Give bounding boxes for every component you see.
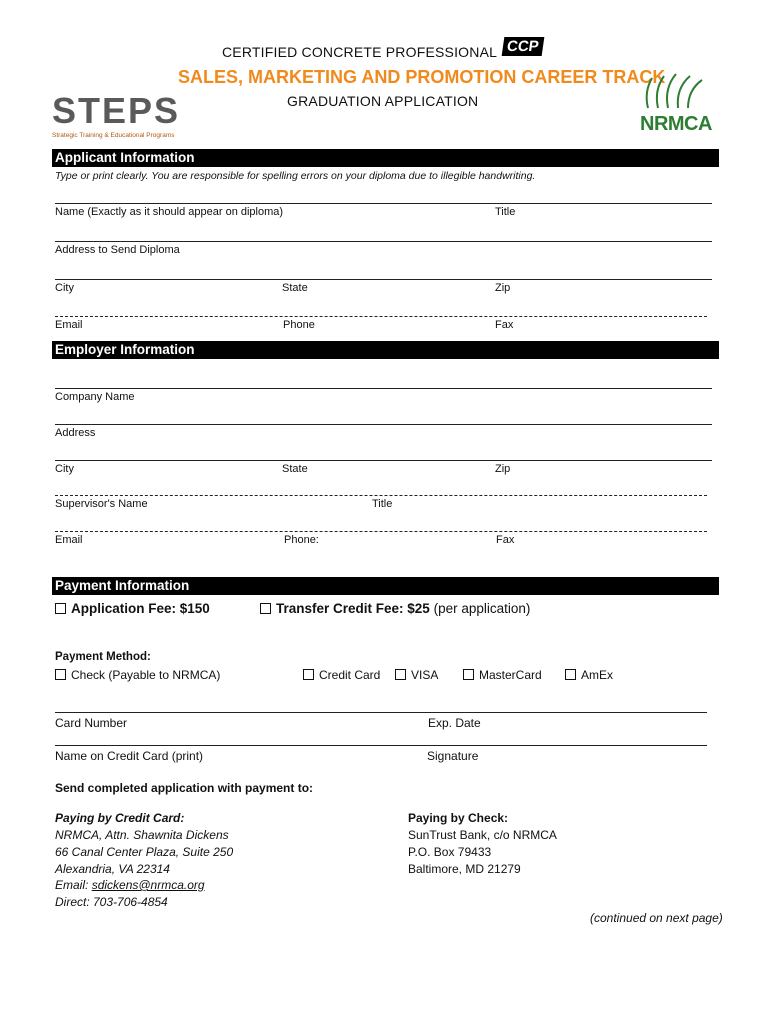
exp-date-label: Exp. Date bbox=[428, 716, 481, 730]
phone-label: Phone bbox=[283, 319, 315, 331]
city-label: City bbox=[55, 282, 74, 294]
check-address-line-2: P.O. Box 79433 bbox=[408, 845, 492, 859]
credit-card-address-line-1: NRMCA, Attn. Shawnita Dickens bbox=[55, 828, 229, 842]
mastercard-checkbox[interactable] bbox=[463, 669, 474, 680]
credit-card-option-label: Credit Card bbox=[319, 668, 381, 682]
applicant-instructions-text: Type or print clearly. You are responsible for spelling errors on your diploma due to illegible handwriting. bbox=[55, 170, 536, 182]
check-address-heading: Paying by Check: bbox=[408, 811, 509, 825]
transfer-fee-note: (per application) bbox=[433, 601, 531, 616]
transfer-fee-option[interactable] bbox=[260, 601, 530, 616]
check-option-label: Check (Payable to NRMCA) bbox=[71, 668, 221, 682]
transfer-fee-checkbox[interactable] bbox=[260, 603, 271, 614]
transfer-fee-label: Transfer Credit Fee: $25 bbox=[276, 601, 430, 616]
visa-checkbox[interactable] bbox=[395, 669, 406, 680]
address-label: Address to Send Diploma bbox=[55, 244, 180, 256]
address-line[interactable] bbox=[55, 241, 712, 242]
fax-label: Fax bbox=[495, 319, 514, 331]
credit-card-email-link[interactable]: sdickens@nrmca.org bbox=[91, 878, 205, 892]
state-label: State bbox=[282, 282, 308, 294]
steps-logo-text: STEPS bbox=[52, 90, 181, 131]
visa-option[interactable] bbox=[395, 668, 438, 682]
application-fee-label: Application Fee: $150 bbox=[71, 601, 210, 616]
amex-option[interactable] bbox=[565, 668, 613, 682]
employer-state-label: State bbox=[282, 463, 308, 475]
visa-option-label: VISA bbox=[411, 668, 439, 682]
credit-card-direct-phone: Direct: 703-706-4854 bbox=[55, 895, 168, 909]
email-phone-fax-line[interactable] bbox=[55, 316, 707, 317]
name-on-card-label: Name on Credit Card (print) bbox=[55, 749, 204, 763]
credit-card-email-prefix: Email: bbox=[55, 878, 92, 892]
payment-section-title: Payment Information bbox=[55, 578, 190, 593]
amex-checkbox[interactable] bbox=[565, 669, 576, 680]
header-line-2-text: SALES, MARKETING AND PROMOTION CAREER TRACK bbox=[178, 67, 666, 87]
application-fee-option[interactable] bbox=[55, 601, 210, 616]
employer-fax-label: Fax bbox=[496, 534, 515, 546]
check-option[interactable] bbox=[55, 668, 220, 682]
check-checkbox[interactable] bbox=[55, 669, 66, 680]
applicant-title-label: Title bbox=[495, 206, 516, 218]
header-line-1-text: CERTIFIED CONCRETE PROFESSIONAL bbox=[222, 44, 498, 60]
mastercard-option[interactable] bbox=[463, 668, 542, 682]
send-to-heading: Send completed application with payment to: bbox=[55, 781, 314, 795]
credit-card-option[interactable] bbox=[303, 668, 380, 682]
applicant-section-title: Applicant Information bbox=[55, 150, 195, 165]
ccp-badge-text: CCP bbox=[505, 38, 540, 55]
header-line-3 bbox=[287, 93, 478, 109]
company-label: Company Name bbox=[55, 391, 135, 403]
credit-card-email bbox=[55, 878, 205, 892]
header-line-1 bbox=[222, 44, 497, 60]
nrmca-arcs-icon bbox=[640, 70, 720, 110]
header-line-2 bbox=[178, 67, 665, 88]
credit-card-address-heading: Paying by Credit Card: bbox=[55, 811, 185, 825]
applicant-section-bar bbox=[52, 149, 719, 167]
card-number-label: Card Number bbox=[55, 716, 128, 730]
employer-address-label: Address bbox=[55, 427, 96, 439]
nrmca-logo-text: NRMCA bbox=[640, 113, 712, 135]
continued-note: (continued on next page) bbox=[590, 911, 723, 925]
application-fee-checkbox[interactable] bbox=[55, 603, 66, 614]
employer-phone-label: Phone: bbox=[284, 534, 319, 546]
employer-section-bar bbox=[52, 341, 719, 359]
payment-section-bar bbox=[52, 577, 719, 595]
city-state-zip-line[interactable] bbox=[55, 279, 712, 280]
nrmca-logo bbox=[640, 70, 720, 136]
steps-logo bbox=[52, 92, 180, 139]
credit-card-checkbox[interactable] bbox=[303, 669, 314, 680]
supervisor-label: Supervisor's Name bbox=[55, 498, 148, 510]
employer-zip-label: Zip bbox=[495, 463, 511, 475]
applicant-instructions bbox=[55, 170, 535, 182]
check-address-line-1: SunTrust Bank, c/o NRMCA bbox=[408, 828, 557, 842]
employer-email-label: Email bbox=[55, 534, 83, 546]
name-label: Name (Exactly as it should appear on diploma) bbox=[55, 206, 284, 218]
card-number-line[interactable] bbox=[55, 712, 707, 713]
employer-section-title: Employer Information bbox=[55, 342, 195, 357]
zip-label: Zip bbox=[495, 282, 511, 294]
mastercard-option-label: MasterCard bbox=[479, 668, 542, 682]
steps-tagline: Strategic Training & Educational Programs bbox=[52, 132, 175, 139]
amex-option-label: AmEx bbox=[581, 668, 614, 682]
employer-address-line[interactable] bbox=[55, 424, 712, 425]
name-on-card-line[interactable] bbox=[55, 745, 707, 746]
employer-city-line[interactable] bbox=[55, 460, 712, 461]
check-address-line-3: Baltimore, MD 21279 bbox=[408, 862, 521, 876]
payment-method-label: Payment Method: bbox=[55, 651, 151, 663]
header-line-3-text: GRADUATION APPLICATION bbox=[287, 93, 479, 109]
supervisor-line[interactable] bbox=[55, 495, 707, 496]
supervisor-title-label: Title bbox=[372, 498, 393, 510]
email-label: Email bbox=[55, 319, 83, 331]
company-line[interactable] bbox=[55, 388, 712, 389]
name-line[interactable] bbox=[55, 203, 712, 204]
credit-card-address-line-3: Alexandria, VA 22314 bbox=[55, 862, 170, 876]
ccp-badge bbox=[502, 37, 544, 56]
employer-email-line[interactable] bbox=[55, 531, 707, 532]
signature-label: Signature bbox=[427, 749, 479, 763]
credit-card-address-line-2: 66 Canal Center Plaza, Suite 250 bbox=[55, 845, 234, 859]
employer-city-label: City bbox=[55, 463, 74, 475]
